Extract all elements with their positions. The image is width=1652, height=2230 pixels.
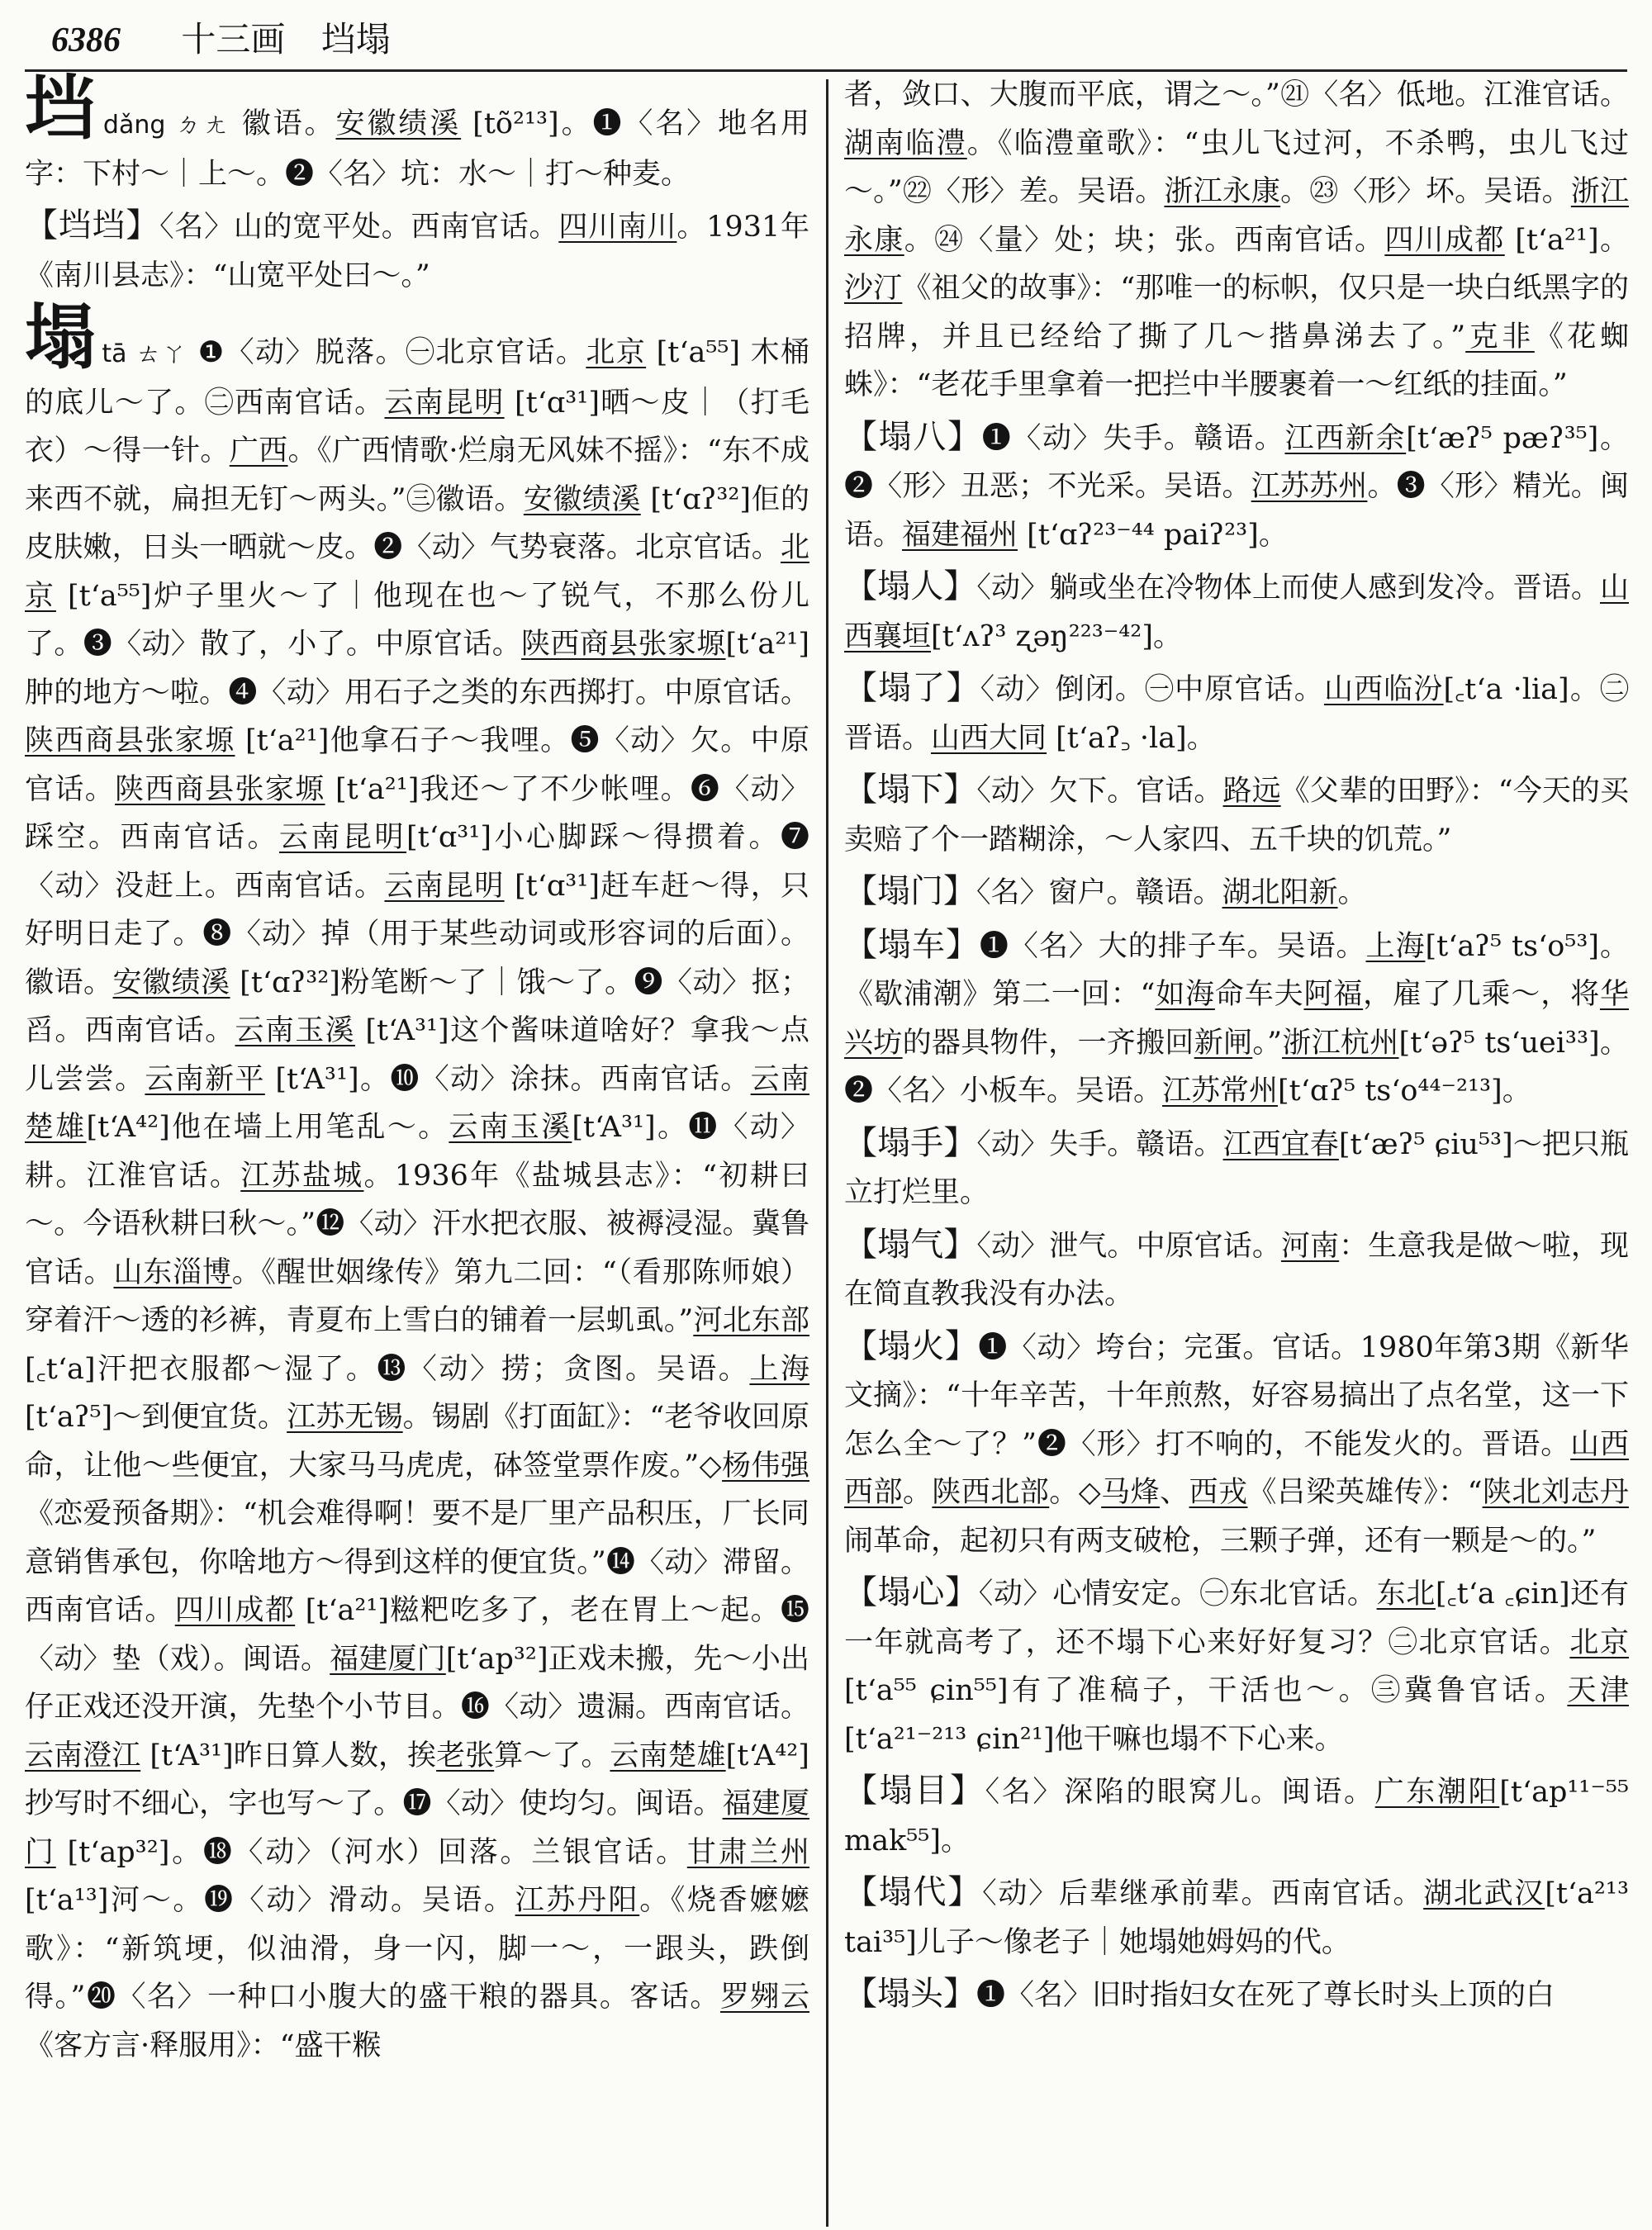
place-name: 浙江永康: [844, 175, 1629, 257]
left-column: [25, 71, 809, 2227]
definition-text: [tʻA⁴²]他在墙上用笔乱～。: [86, 1111, 449, 1144]
place-name: 路远: [1222, 775, 1281, 808]
definition-text: ❶〈名〉旧时指妇女在死了尊长时头上顶的白: [976, 1979, 1555, 2012]
definition-text: [tʻa²¹]肿的地方～啦。❹〈动〉用石子之类的东西掷打。中原官话。: [25, 628, 809, 709]
place-name: 安徽绩溪: [112, 966, 230, 999]
definition-text: 。锡剧《打面缸》：“老爷收回原命，让他～些便宜，大家马马虎虎，砵签堂票作废。”◇: [25, 1401, 809, 1483]
place-name: 老张: [436, 1739, 495, 1772]
headword-character: 垱: [25, 71, 98, 150]
place-name: 华兴坊: [844, 978, 1629, 1060]
dictionary-entry: [25, 202, 809, 300]
definition-text: 。《醒世姻缘传》第九二回：“（看那陈师娘）穿着汗～透的衫裤，青夏布上雪白的铺着一层虮虱。”: [25, 1255, 809, 1337]
definition-text: 〈名〉深陷的眼窝儿。闽语。: [985, 1776, 1375, 1809]
place-name: 福建厦门: [330, 1642, 446, 1676]
place-name: 湖北武汉: [1423, 1877, 1545, 1910]
definition-text: 。《临澧童歌》：“虫儿飞过河，不杀鸭，虫儿飞过～。”㉒〈形〉差。吴语。: [844, 126, 1629, 208]
place-name: 阿福: [1303, 978, 1364, 1011]
place-name: 克非: [1465, 320, 1535, 353]
definition-text: [tʻɑ³¹]小心脚踩～得掼着。❼〈动〉没赶上。西南官话。: [25, 821, 809, 903]
definition-text: 〈动〉倒闭。㊀中原官话。: [980, 673, 1324, 706]
definition-text: [tʻaʔ꜆ ·la]。: [1047, 721, 1216, 755]
header-characters: 垱塌: [320, 19, 391, 59]
definition-text: 。⓰〈动〉遗漏。西南官话。: [431, 1691, 809, 1724]
place-name: 云南楚雄: [25, 1062, 809, 1144]
definition-text: 。《烧香嬷嬷歌》：“新筑埂，似油滑，身一闪，脚一～，一跟头，跌倒得。”⓴〈名〉一种口小腹大的盛干粮的器具。客话。: [25, 1884, 809, 2014]
place-name: 山西大同: [931, 721, 1047, 755]
place-name: 湖北阳新: [1222, 876, 1338, 909]
definition-text: [tʻa²¹]糍粑吃多了，老在胃上～起。⓯〈动〉垫（戏）。闽语。: [25, 1594, 809, 1676]
definition-text: 《客方言·释服用》：“盛干糇: [25, 2028, 382, 2062]
compound-headword: 【塌八】: [844, 417, 982, 456]
definition-text: 徽语。: [230, 107, 336, 140]
column-divider: [826, 79, 828, 2227]
definition-text: [tʻA³¹]这个酱味道啥好？拿我～点儿尝尝。: [25, 1014, 809, 1096]
place-name: 江苏盐城: [240, 1159, 364, 1193]
definition-text: [tʻɑʔ³²]佢的皮肤嫩，日头一晒就～皮。❷〈动〉气势衰落。北京官话。: [25, 482, 809, 564]
definition-text: 、: [1160, 1476, 1189, 1509]
definition-text: 闹革命，起初只有两支破枪，三颗子弹，还有一颗是～的。”: [844, 1524, 1597, 1558]
definition-text: ：生意我是做～啦，现在简直教我没有办法。: [844, 1229, 1629, 1311]
definition-text: 《祖父的故事》：“那唯一的标帜，仅只是一块白纸黑字的招牌，并且已经给了撕了几～揩鼻涕去了。”: [844, 272, 1629, 353]
place-name: 陕北: [1482, 1476, 1541, 1509]
dictionary-entry: [844, 1767, 1629, 1865]
place-name: 江西新余: [1284, 421, 1407, 455]
definition-text: 〈动〉躺或坐在冷物体上而使人感到发冷。晋语。: [976, 572, 1600, 605]
dictionary-entry: [25, 296, 809, 2070]
definition-text: [tʻa²¹]我还～了不少帐哩。❻〈动〉踩空。西南官话。: [25, 772, 809, 854]
place-name: 江西宜春: [1222, 1127, 1339, 1161]
definition-text: [tʻA³¹]昨日算人数，挨: [140, 1739, 437, 1772]
definition-text: 〈动〉后辈继承前辈。西南官话。: [982, 1877, 1424, 1910]
place-name: 山西临汾: [1323, 673, 1444, 706]
dictionary-entry: [844, 664, 1629, 762]
compound-headword: 【塌代】: [844, 1873, 983, 1911]
definition-text: [tõ²¹³]。❶〈名〉地名用字：下村～｜上～。❷〈名〉坑：水～｜打～种麦。: [25, 107, 809, 191]
dictionary-entry: [844, 1119, 1629, 1217]
compound-headword: 【塌目】: [844, 1772, 985, 1810]
dictionary-entry: [844, 867, 1629, 918]
dictionary-entry: [844, 413, 1629, 560]
compound-headword: 【塌下】: [844, 771, 977, 809]
place-name: 四川成都: [174, 1594, 296, 1627]
definition-text: [tʻɑʔ⁵ tsʻo⁴⁴⁻²¹³]。: [1278, 1075, 1531, 1108]
definition-text: 〈动〉心情安定。㊀东北官话。: [978, 1578, 1377, 1611]
place-name: 江苏丹阳: [515, 1884, 640, 1917]
definition-text: 。1931年《南川县志》：“山宽平处曰～。”: [25, 211, 809, 292]
place-name: 湖南临澧: [844, 126, 967, 160]
place-name: 福建厦门: [25, 1787, 809, 1869]
compound-headword: 【塌了】: [844, 669, 980, 707]
dictionary-entry: [844, 562, 1629, 661]
dictionary-entry: [844, 1970, 1629, 2020]
compound-headword: 【塌手】: [844, 1123, 977, 1162]
definition-text: [tʻɑʔ²³⁻⁴⁴ paiʔ²³]。: [1018, 518, 1288, 552]
compound-headword: 【塌门】: [844, 872, 976, 910]
place-name: 云南昆明: [384, 869, 505, 903]
definition-text: [tʻa¹³]河～。⓳〈动〉滑动。吴语。: [25, 1884, 515, 1917]
definition-text: 。❸〈形〉精光。闽语。: [844, 470, 1629, 552]
definition-text: 〈动〉泄气。中原官话。: [976, 1229, 1281, 1263]
dictionary-entry: [844, 71, 1629, 410]
place-name: 杨伟强: [722, 1449, 809, 1483]
definition-text: [tʻɑ³¹]赶车赶～得，只好明日走了。❽〈动〉掉（用于某些动词或形容词的后面）。徽语。: [25, 869, 809, 999]
place-name: 四川南川: [558, 211, 677, 244]
place-name: 云南玉溪: [235, 1014, 355, 1047]
headword-pinyin: dǎng ㄉㄤ: [102, 111, 230, 140]
definition-text: 。: [1337, 876, 1367, 909]
place-name: 云南玉溪: [449, 1111, 572, 1144]
place-name: 北京: [25, 531, 809, 613]
definition-text: 《父辈的田野》：“今天的买卖赔了个一踏糊涂，～人家四、五千块的饥荒。”: [844, 775, 1629, 856]
definition-text: [tʻA³¹]。❿〈动〉涂抹。西南官话。: [264, 1062, 751, 1096]
place-name: 甘肃兰州: [686, 1835, 809, 1869]
dictionary-entry: [844, 766, 1629, 864]
definition-text: [tʻap³²]。⓲〈动〉（河水）回落。兰银官话。: [55, 1835, 687, 1869]
dictionary-entry: [844, 1221, 1629, 1319]
definition-text: [tʻæʔ⁵ pæʔ³⁵]。❷〈形〉丑恶；不光采。吴语。: [844, 421, 1629, 503]
definition-text: [tʻəʔ⁵ tsʻuei³³]。❷〈名〉小板车。吴语。: [844, 1026, 1629, 1108]
dictionary-entry: [844, 1322, 1629, 1566]
place-name: 陕西商县张家塬: [521, 628, 726, 661]
place-name: 西戎: [1189, 1476, 1248, 1509]
definition-text: 《恋爱预备期》：“机会难得啊！要不是厂里产品积压，厂长同意销售承包，你啥地方～得到这样的便宜货。”⓮〈动〉滞留。西南官话。: [25, 1497, 809, 1627]
definition-text: 。㉔〈量〉处；块；张。西南官话。: [904, 223, 1385, 257]
dictionary-entry: [844, 921, 1629, 1116]
definition-text: 命车夫: [1214, 978, 1304, 1011]
place-name: 云南楚雄: [610, 1739, 726, 1772]
dictionary-entry: [25, 71, 809, 198]
place-name: 上海: [749, 1352, 809, 1386]
dictionary-entry: [844, 1568, 1629, 1763]
place-name: 云南昆明: [279, 821, 407, 854]
definition-text: ❶〈动〉失手。赣语。: [981, 421, 1285, 455]
compound-headword: 【塌车】: [844, 925, 980, 964]
place-name: 山西襄垣: [844, 572, 1629, 653]
place-name: 浙江杭州: [1282, 1026, 1399, 1060]
place-name: 如海: [1155, 978, 1215, 1011]
definition-text: 的器具物件，一齐搬回: [902, 1026, 1194, 1060]
place-name: 马烽: [1101, 1476, 1161, 1509]
page-header: [51, 13, 1621, 66]
place-name: 河北东部: [693, 1304, 809, 1337]
definition-text: 。1936年《盐城县志》：“初耕曰～。今语秋耕曰秋～。”⓬〈动〉汗水把衣服、被褥浸湿。冀鲁官话。: [25, 1159, 809, 1289]
place-name: 云南澄江: [25, 1739, 141, 1772]
definition-text: [tʻa²¹]他拿石子～我哩。❺〈动〉欠。中原官话。: [25, 724, 809, 806]
place-name: 北京: [586, 336, 647, 369]
definition-text: 者，敛口、大腹而平底，谓之～。”㉑〈名〉低地。江淮官话。: [844, 78, 1629, 112]
definition-text: 〈动〉欠下。官话。: [976, 775, 1223, 808]
definition-text: [tʻap³²]正戏未搬，先～小出仔: [25, 1642, 809, 1724]
definition-text: [tʻap¹¹⁻⁵⁵ mak⁵⁵]。: [844, 1776, 1629, 1858]
definition-text: ❶〈动〉脱落。㊀北京官话。: [188, 336, 586, 369]
definition-text: [tʻʌʔ³ ʐəŋ²²³⁻⁴²]。: [931, 619, 1182, 653]
place-name: 四川成都: [1384, 223, 1505, 257]
place-name: 江苏常州: [1162, 1075, 1279, 1108]
place-name: 山东淄博: [113, 1255, 232, 1289]
definition-text: [tʻɑʔ³²]粉笔断～了｜饿～了。❾〈动〉抠；舀。西南官话。: [25, 966, 809, 1047]
definition-text: 。㉓〈形〉坏。吴语。: [1280, 175, 1571, 208]
compound-headword: 【垱垱】: [25, 206, 160, 244]
place-name: 浙江永康: [1164, 175, 1281, 208]
definition-text: 正戏还没开演，先垫个小节目: [54, 1691, 432, 1724]
definition-text: ，雇了几乘～，将: [1363, 978, 1600, 1011]
definition-text: 。《广西情歌·烂扇无风妹不摇》：“东不成来西不就，扁担无钉～两头。”㊂徽语。: [25, 434, 809, 516]
definition-text: [tʻA³¹]。⓫〈动〉耕。江淮官话。: [25, 1111, 809, 1193]
definition-text: [tʻa⁵⁵]炉子里火～了｜他现在也～了锐气，不那么份儿了。❸〈动〉散了，小了。中原官话。: [25, 579, 809, 661]
place-name: 江苏无锡: [287, 1401, 403, 1434]
place-name: 北京: [1569, 1625, 1629, 1659]
place-name: 安徽绩溪: [523, 482, 641, 516]
compound-headword: 【塌人】: [844, 567, 977, 605]
place-name: 安徽绩溪: [335, 107, 462, 140]
place-name: 陕西商县张家塬: [25, 724, 235, 757]
place-name: 陕西商县张家塬: [115, 772, 325, 806]
definition-text: 。”: [1252, 1026, 1283, 1060]
place-name: 新闸: [1194, 1026, 1253, 1060]
definition-text: [tʻaʔ⁵ tsʻo⁵³]。《歇浦潮》第二一回：“: [844, 929, 1629, 1011]
definition-text: [tʻa²¹]。: [1504, 223, 1629, 257]
definition-text: [꜀tʻa]汗把衣服都～湿了。⓭〈动〉捞；贪图。吴语。: [25, 1352, 750, 1386]
place-name: 云南新平: [145, 1062, 265, 1096]
definition-text: [tʻaʔ⁵]～到便宜货。: [25, 1401, 287, 1434]
place-name: 山西西部: [844, 1427, 1629, 1509]
definition-text: [tʻɑ³¹]晒～皮｜（打毛衣）～得一针。: [25, 386, 809, 467]
place-name: 东北: [1376, 1578, 1436, 1611]
place-name: 云南昆明: [384, 386, 505, 420]
definition-text: ❶〈名〉大的排子车。吴语。: [979, 929, 1366, 963]
definition-text: [tʻa²¹³ tai³⁵]儿子～像老子｜她塌她姆妈的代。: [844, 1877, 1629, 1959]
place-name: 广东潮阳: [1374, 1776, 1500, 1809]
right-column: [844, 71, 1629, 2227]
definition-text: 。: [902, 1476, 933, 1509]
place-name: 河南: [1280, 1229, 1340, 1263]
definition-text: 。◇: [1049, 1476, 1102, 1509]
place-name: 江苏苏州: [1251, 470, 1368, 503]
place-name: 刘志丹: [1541, 1476, 1629, 1509]
definition-text: [tʻa⁵⁵ ɕin⁵⁵]有了准稿子，干活也～。㊂冀鲁官话。: [844, 1674, 1568, 1707]
definition-text: [tʻa²¹⁻²¹³ ɕin²¹]他干嘛也塌不下心来。: [844, 1722, 1344, 1756]
place-name: 沙汀: [844, 272, 903, 305]
definition-text: 〈名〉窗户。赣语。: [976, 876, 1222, 909]
dictionary-entry: [844, 1868, 1629, 1967]
place-name: 陕西北部: [932, 1476, 1050, 1509]
compound-headword: 【塌火】: [844, 1326, 979, 1365]
page-number: 6386: [51, 21, 121, 59]
definition-text: [꜀tʻa ·lia]。㊁晋语。: [844, 673, 1629, 755]
definition-text: 《吕梁英雄传》：“: [1247, 1476, 1483, 1509]
place-name: 广西: [229, 434, 288, 467]
section-label: 十三画: [181, 19, 286, 59]
definition-text: [tʻæʔ⁵ ɕiu⁵³]～把只瓶立打烂里。: [844, 1127, 1629, 1209]
headword-character: 塌: [25, 296, 97, 379]
definition-text: ❶〈动〉垮台；完蛋。官话。1980年第3期《新华文摘》：“十年辛苦，十年煎熬，好容易搞出了点名堂，这一下怎么全～了？”❷〈形〉打不响的，不能发火的。晋语。: [844, 1331, 1629, 1461]
definition-text: 〈名〉山的宽平处。西南官话。: [159, 211, 559, 244]
definition-text: [tʻA⁴²]抄写时不细心，字也写～了。⓱〈动〉使均匀。闽语。: [25, 1739, 809, 1820]
definition-text: 《花蜘蛛》：“老花手里拿着一把拦中半腰裹着一～红纸的挂面。”: [844, 320, 1629, 401]
place-name: 福建福州: [902, 518, 1018, 552]
compound-headword: 【塌气】: [844, 1225, 977, 1264]
definition-text: 〈动〉失手。赣语。: [976, 1127, 1223, 1161]
compound-headword: 【塌头】: [844, 1975, 976, 2013]
place-name: 罗翙云: [719, 1981, 809, 2014]
definition-text: [tʻa⁵⁵] 木桶的底儿～了。㊁西南官话。: [25, 336, 809, 420]
headword-pinyin: tā ㄊㄚ: [102, 339, 188, 368]
definition-text: [꜀tʻa ꜀ɕin]还有一年就高考了，还不塌下心来好好复习？㊁北京官话。: [844, 1578, 1629, 1659]
place-name: 天津: [1567, 1674, 1629, 1707]
definition-text: 算～了。: [494, 1739, 610, 1772]
place-name: 上海: [1365, 929, 1426, 963]
compound-headword: 【塌心】: [844, 1573, 979, 1611]
